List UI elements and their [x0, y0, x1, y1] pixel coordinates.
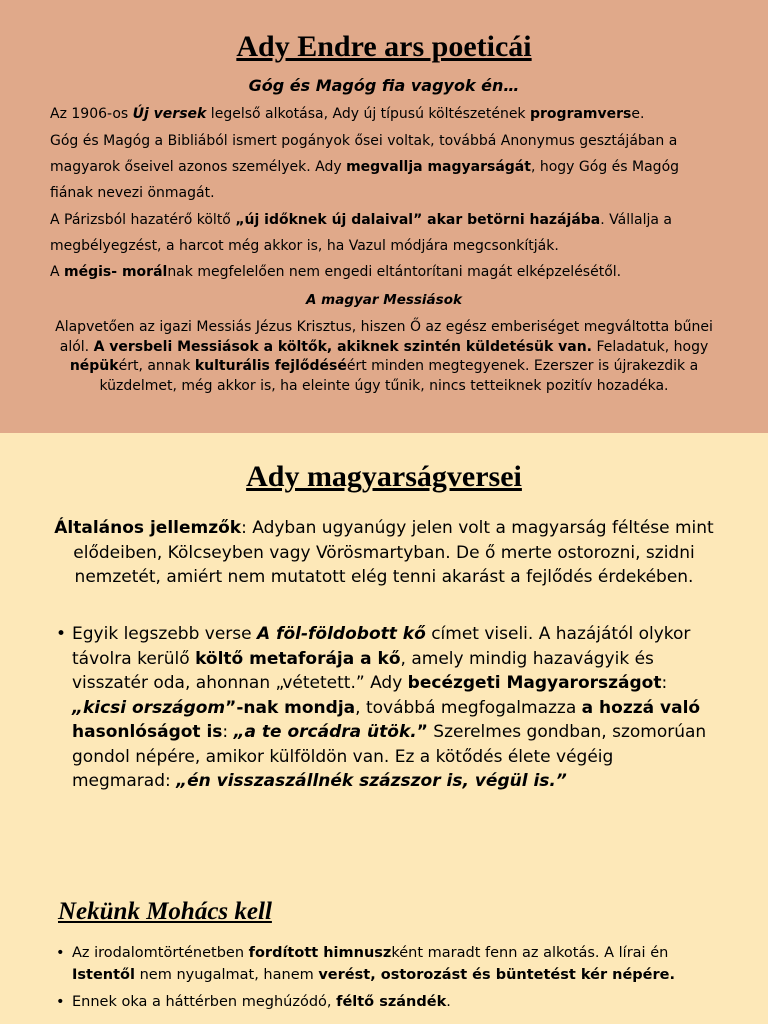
- text-run: Új versek: [132, 106, 207, 122]
- text-run: ért minden megtegyenek. Ezerszer is újrakezdik a küzdelmet, még akkor is, ha eleinte úgy tűnik, nincs tetteiknek pozitív hozadéka.: [99, 358, 699, 394]
- text-run: megvallja magyarságát: [346, 159, 531, 175]
- text-run: e.: [631, 106, 645, 122]
- text-run: népük: [69, 358, 119, 374]
- text-run: fordított himnusz: [248, 945, 392, 961]
- slide3-bullet: [56, 942, 726, 986]
- slide3-title: Nekünk Mohács kell: [58, 898, 272, 925]
- slide1-line: [50, 154, 740, 180]
- text-run: Ennek oka a háttérben meghúzódó,: [72, 994, 337, 1010]
- text-run: ”-nak mondja: [225, 697, 356, 718]
- text-run: Góg és Magóg a Bibliából ismert pogányok ősei voltak, továbbá Anonymus gesztájában a: [50, 133, 678, 149]
- text-run: legelső alkotása, Ady új típusú költészetének: [206, 106, 530, 122]
- slide2-intro: [46, 516, 722, 590]
- slide1-subtitle: Góg és Magóg fia vagyok én…: [248, 76, 520, 95]
- text-run: Alapvetően az igazi Messiás Jézus Krisztus, hiszen Ő az egész emberiséget megváltotta bűnei alól.: [55, 319, 713, 355]
- slide3-bullet: [56, 991, 726, 1013]
- text-run: magyarok őseivel azonos személyek. Ady: [50, 159, 347, 175]
- text-run: , továbbá megfogalmazza: [355, 697, 582, 718]
- slide1-line: [50, 101, 740, 127]
- text-run: címet viseli. A hazájától olykor távolra kerülő: [72, 624, 691, 669]
- text-run: Istentől: [72, 967, 135, 983]
- text-run: Az irodalomtörténetben: [72, 945, 249, 961]
- slide1-line: [50, 233, 740, 259]
- text-run: A Párizsból hazatérő költő: [50, 212, 236, 228]
- text-run: ”: [416, 722, 428, 742]
- text-run: :: [222, 722, 234, 742]
- text-run: . Vállalja a: [600, 212, 672, 228]
- slide1-line: [50, 207, 740, 233]
- slide2-title: Ady magyarságversei: [246, 460, 522, 493]
- text-run: programvers: [530, 106, 632, 122]
- text-run: nem nyugalmat, hanem: [134, 967, 319, 983]
- slide1-line: [50, 259, 740, 285]
- text-run: verést, ostorozást és büntetést kér népére.: [318, 967, 676, 983]
- text-run: A versbeli Messiások a költők, akiknek szintén küldetésük van.: [93, 338, 592, 355]
- text-run: költő metaforája a kő: [195, 648, 401, 669]
- slide1-line: [50, 180, 740, 206]
- text-run: „kicsi országom: [72, 697, 226, 718]
- text-run: kulturális fejlődésé: [194, 358, 347, 374]
- text-run: a hozzá való hasonlóságot is: [72, 697, 701, 742]
- text-run: ként maradt fenn az alkotás. A lírai én: [391, 945, 669, 961]
- slide1-paragraph: [40, 318, 728, 396]
- text-run: : Adyban ugyanúgy jelen volt a magyarság féltése mint elődeiben, Kölcseyben vagy Vörösmartyban. De ő merte ostorozni, szidni nemzetét, amiért nem mutatott elég tenni akarást a fejlődés érdekében.: [73, 518, 714, 587]
- text-run: .: [446, 994, 451, 1010]
- text-run: Az 1906-os: [50, 106, 133, 122]
- text-run: mégis- morál: [64, 264, 168, 280]
- slide3-bullet-text: [72, 991, 726, 1013]
- text-run: féltő szándék: [336, 994, 447, 1010]
- text-run: , amely mindig hazavágyik és visszatér oda, ahonnan „vétetett.” Ady: [72, 648, 654, 693]
- slide2-bullet: [56, 622, 716, 794]
- text-run: A föl-földobott kő: [257, 624, 426, 644]
- text-run: fiának nevezi önmagát.: [50, 185, 215, 201]
- text-run: becézgeti Magyarországot: [407, 673, 662, 693]
- text-run: ért, annak: [118, 358, 195, 374]
- text-run: Feladatuk, hogy: [592, 338, 709, 355]
- text-run: megbélyegzést, a harcot még akkor is, ha Vazul módjára megcsonkítják.: [50, 238, 559, 254]
- slide1-line: [50, 128, 740, 154]
- bullet-icon: •: [56, 624, 67, 644]
- slide2-bullet-text: [72, 622, 716, 794]
- slide3-bullet-text: [72, 942, 726, 986]
- bullet-icon: •: [56, 994, 65, 1010]
- text-run: , hogy Góg és Magóg: [530, 159, 680, 175]
- bullet-icon: •: [56, 945, 65, 961]
- slide1-heading-messiasok: A magyar Messiások: [306, 292, 462, 308]
- text-run: nak megfelelően nem engedi eltántorítani magát elképzelésétől.: [167, 264, 622, 280]
- text-run: „én visszaszállnék százszor is, végül is.”: [176, 771, 567, 791]
- text-run: :: [661, 673, 668, 693]
- text-run: „új időknek új dalaival” akar betörni hazájába: [235, 212, 601, 228]
- text-run: „a te orcádra ütök.: [233, 722, 417, 742]
- slide1-title: Ady Endre ars poeticái: [236, 30, 532, 63]
- text-run: Szerelmes gondban, szomorúan gondol népére, amikor külföldön van. Ez a kötődés élete végéig megmarad:: [72, 722, 707, 791]
- text-run: A: [50, 264, 65, 280]
- text-run: Egyik legszebb verse: [72, 624, 257, 644]
- text-run: Általános jellemzők: [54, 518, 242, 538]
